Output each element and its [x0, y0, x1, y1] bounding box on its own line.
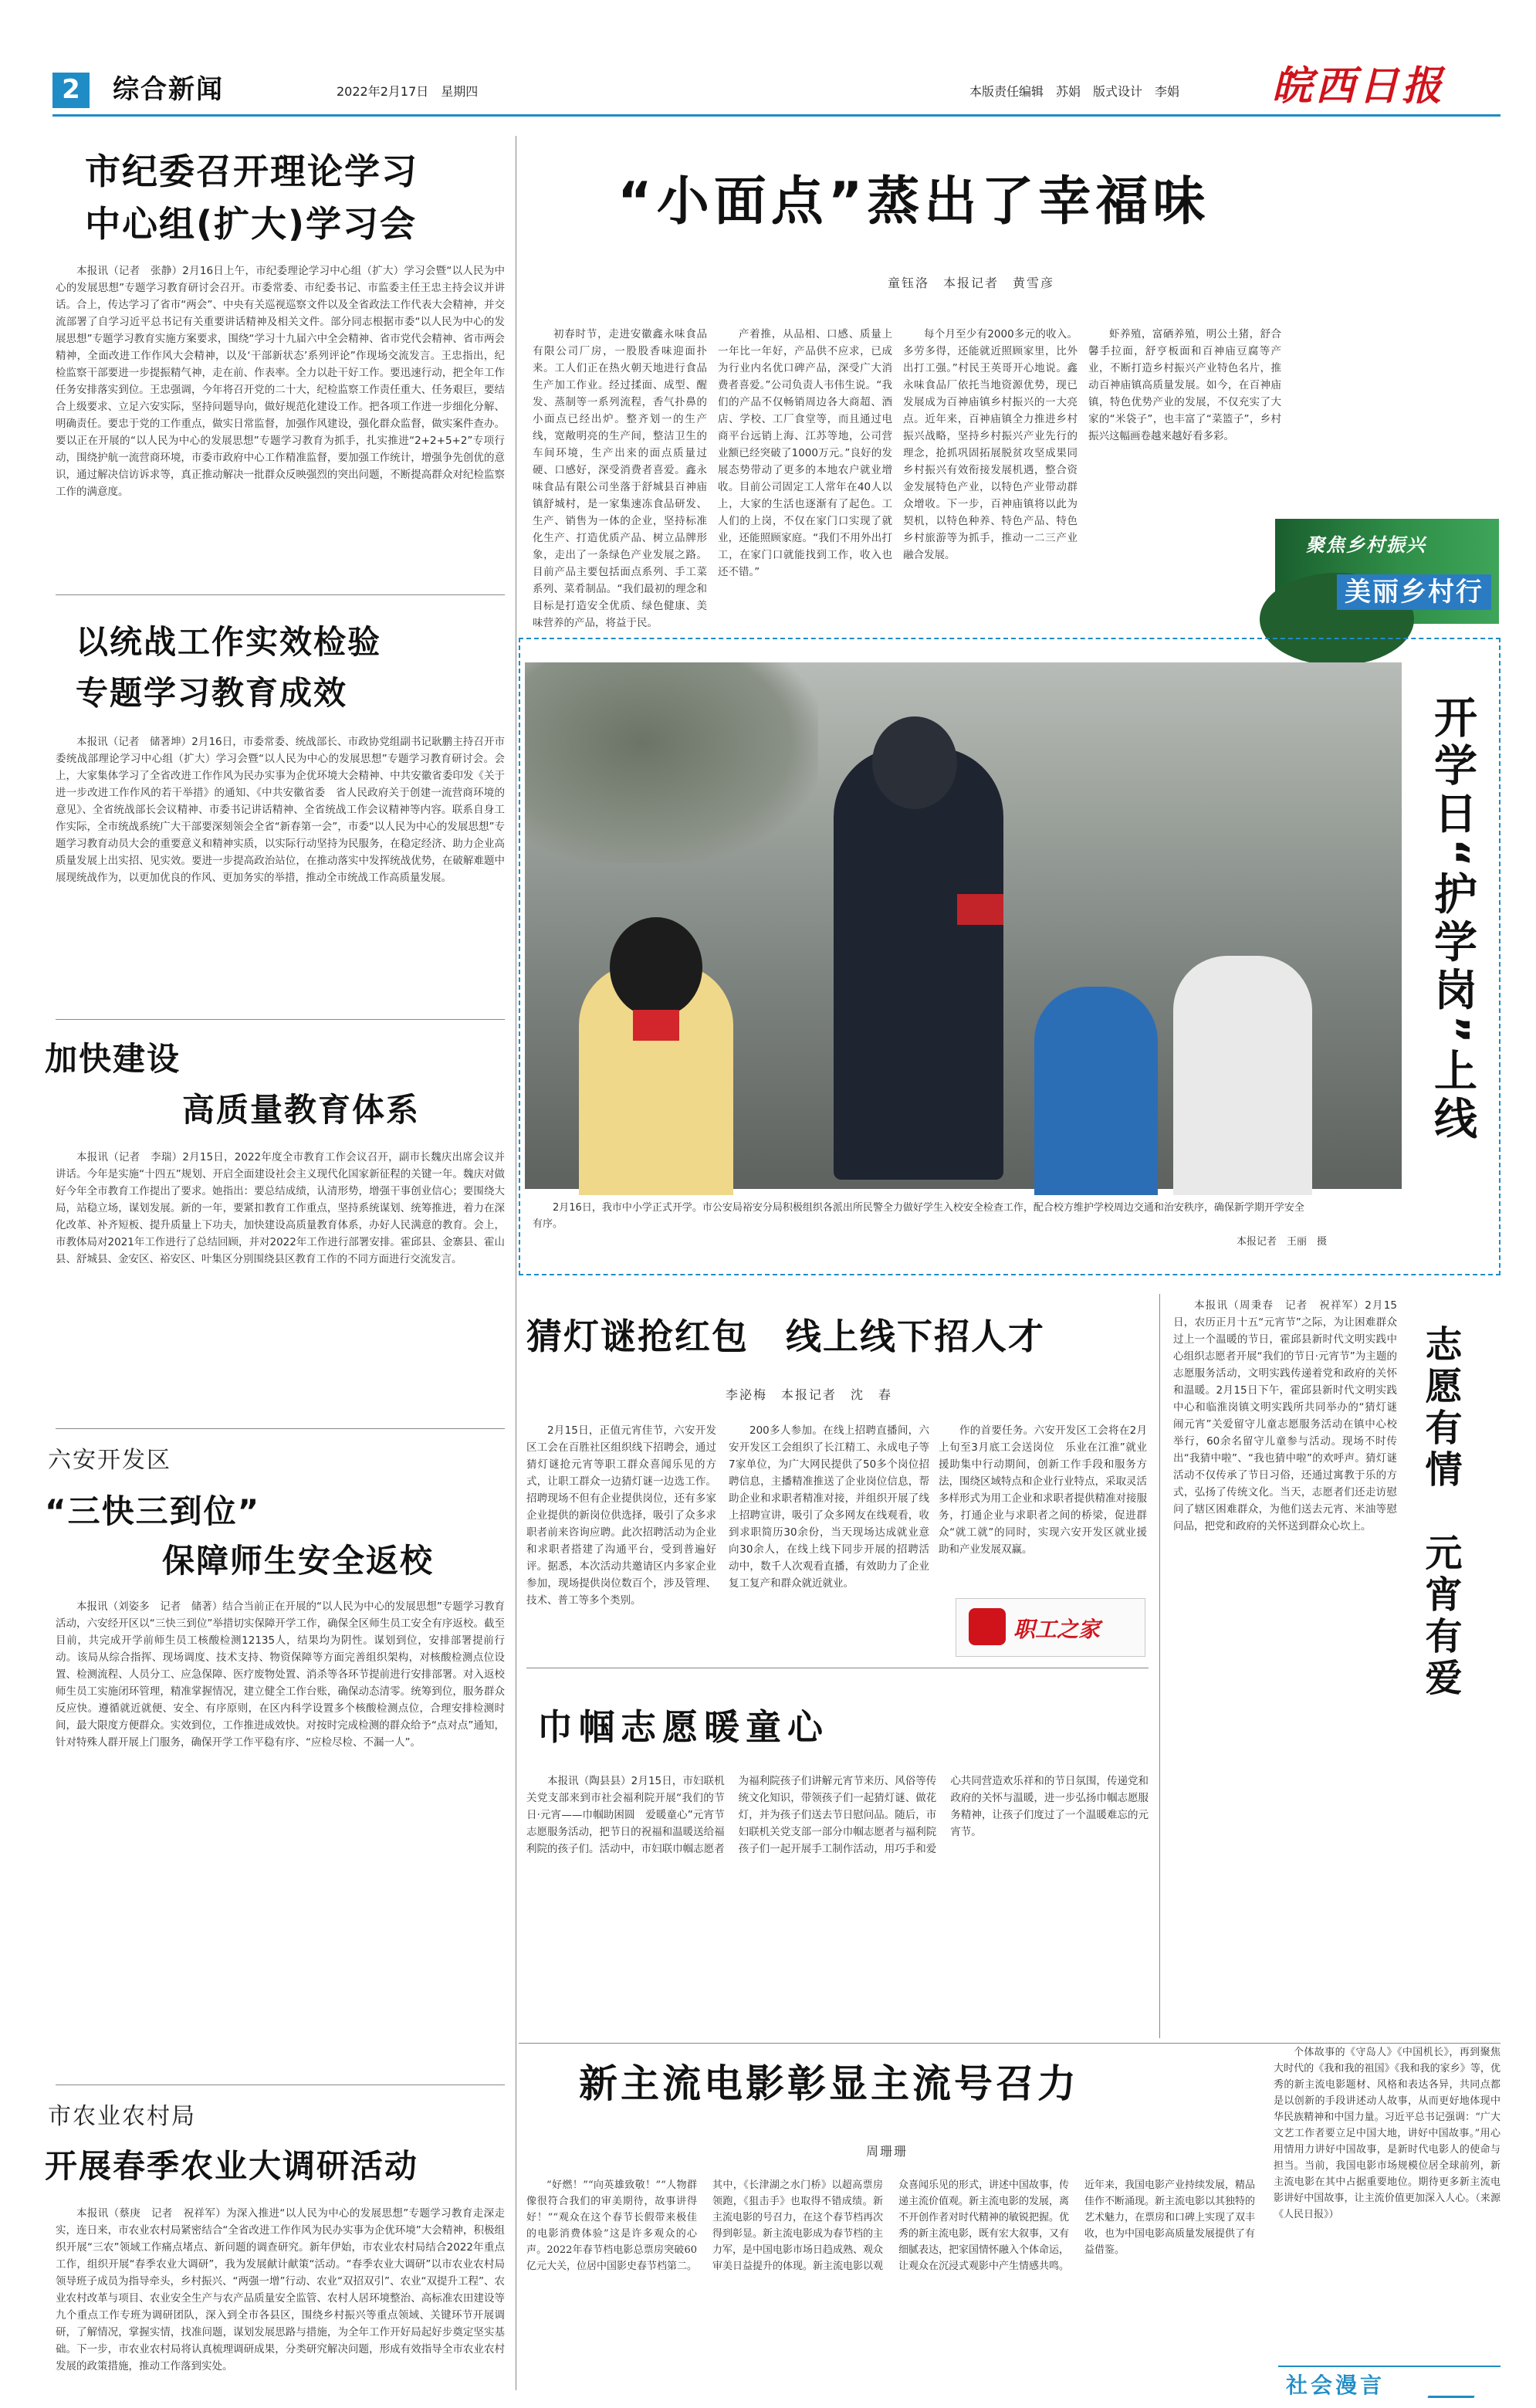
a5-title-line2: 保障师生安全返校: [162, 1542, 435, 1580]
a1-title-line1: 市纪委召开理论学习: [85, 151, 418, 192]
photo-arm-band: [957, 894, 1003, 925]
social-comment-ribbon: [1278, 2366, 1500, 2401]
ribbon-label-top: 聚焦乡村振兴: [1306, 534, 1426, 556]
school-crossing-photo: [525, 662, 1402, 1189]
a11-body: “好燃！”“向英雄致敬！”“人物群像很符合我们的审美期待，故事讲得好！”“观众在这个春节长假带来极佳的电影消费体验”这是许多观众的心声。2022年春节档电影总票房突破60亿元大关，位居中国影史春节档第二。其中，《长津湖之水门桥》以超高票房领跑，《狙击手》也取得不错成绩。新主流电影的号召力，在这个春节档再次得到彰显。新主流电影成为春节档的主力军，是中国电影市场日趋成熟、观众审美日益提升的体现。新主流电影以观众喜闻乐见的形式，讲述中国故事，传递主流价值观。新主流电影的发展，离不开创作者对时代精神的敏锐把握。优秀的新主流电影，既有宏大叙事，又有细腻表达，把家国情怀融入个体命运，让观众在沉浸式观影中产生情感共鸣。近年来，我国电影产业持续发展，精品佳作不断涌现。新主流电影以其独特的艺术魅力，在票房和口碑上实现了双丰收，也为中国电影高质量发展提供了有益借鉴。: [526, 2179, 1256, 2272]
logo-mark: [969, 1608, 1006, 1645]
a5-title-line1: “三快三到位”: [45, 1492, 261, 1530]
ribbon-label-bottom: 美丽乡村行: [1337, 574, 1491, 610]
a4-title-line1: 加快建设: [45, 1040, 181, 1078]
a6-kicker: 市农业农村局: [48, 2103, 196, 2130]
a7-title: 猜灯谜抢红包 线上线下招人才: [526, 1316, 1045, 1357]
a9-credit: 本报记者 王丽 摄: [1237, 1236, 1328, 1248]
a9-title: 开学日“护学岗”上线: [1427, 695, 1477, 1144]
photo-scarf: [633, 1010, 679, 1041]
a2-col1: 初春时节，走进安徽鑫永味食品有限公司厂房，一股股香味迎面扑来。工人们正在热火朝天地进行食品生产加工作业。经过揉面、成型、醒发、蒸制等一系列流程，香气扑鼻的小面点已经出炉。整齐划一的生产线，宽敞明亮的生产间，整洁卫生的车间环境，生产出来的面点质量过硬、口感好，深受消费者喜爱。鑫永味食品有限公司坐落于舒城县百神庙镇舒城村，是一家集速冻食品研发、生产、销售为一体的企业，坚持标准化生产、打造优质产品、树立品牌形象，走出了一条绿色产业发展之路。目前产品主要包括面点系列、手工菜系列、菜肴制品。“我们最初的理念和目标是打造安全优质、绿色健康、美味营养的产品，将益于民。: [533, 328, 707, 629]
divider: [56, 594, 505, 595]
a2-byline: 童钰洛 本报记者 黄雪彦: [888, 276, 1055, 290]
a4-title-line2: 高质量教育体系: [182, 1091, 421, 1129]
a5-kicker: 六安开发区: [48, 1447, 171, 1474]
a8-body: 本报讯（陶县县）2月15日，市妇联机关党支部来到市社会福利院开展“我们的节日·元宵——巾帼助困圆 爱暖童心”元宵节志愿服务活动，把节日的祝福和温暖送给福利院的孩子们。活动中，市妇联巾帼志愿者为福利院孩子们讲解元宵节来历、风俗等传统文化知识，带领孩子们一起猜灯谜、做花灯，并为孩子们送去节日慰问品。随后，市妇联机关党支部一部分巾帼志愿者与福利院孩子们一起开展手工制作活动，用巧手和爱心共同营造欢乐祥和的节日氛围，传递党和政府的关怀与温暖，进一步弘扬巾帼志愿服务精神，让孩子们度过了一个温暖难忘的元宵节。: [526, 1775, 1149, 1855]
editors-credit: 本版责任编辑 苏娟 版式设计 李娟: [969, 84, 1180, 99]
section-name: 综合新闻: [113, 74, 224, 105]
photo-child-3: [1173, 956, 1312, 1195]
photo-child-1-head: [610, 917, 702, 1018]
a3-title-line1: 以统战工作实效检验: [76, 623, 382, 661]
pen-icon: [1427, 2370, 1484, 2398]
a3-title-line2: 专题学习教育成效: [76, 674, 348, 712]
photo-tree-left: [525, 662, 818, 863]
a10-body: 本报讯（周秉春 记者 祝祥军）2月15日，农历正月十五“元宵节”之际，为让困难群众过上一个温暖的节日，霍邱县新时代文明实践中心组织志愿者开展“我们的节日·元宵节”为主题的志愿服务活动，文明实践传递着党和政府的关怀和温暖。2月15日下午，霍邱县新时代文明实践中心和临淮岗镇文明实践所共同举办的“猜灯谜 闹元宵”关爱留守儿童志愿服务活动在镇中心校举行，60余名留守儿童参与活动。现场不时传出“我猜中啦”、“我也猜中啦”的欢呼声。猜灯谜活动不仅传承了节日习俗，还通过寓教于乐的方式，弘扬了传统文化。当天，志愿者们还走访慰问了辖区困难群众，为他们送去元宵、米油等慰问品，把党和政府的关怀送到群众心坎上。: [1173, 1299, 1408, 1533]
divider: [56, 1428, 505, 1429]
issue-date: 2022年2月17日 星期四: [337, 84, 479, 99]
a3-body: 本报讯（记者 储著坤）2月16日，市委常委、统战部长、市政协党组副书记耿鹏主持召开市委统战部理论学习中心组（扩大）学习会暨“以人民为中心的发展思想”专题学习教育研讨会。会上，大家集体学习了全省改进工作作风为民办实事为企优环境大会精神、中共安徽省委印发《关于进一步改进工作作风的若干举措》的通知、《中共安徽省委 省人民政府关于创建一流营商环境的意见》、全省统战部长会议精神、市委书记讲话精神、全省统战工作会议精神等内容。联系自身工作实际，全市统战系统广大干部要深刻领会全省“新春第一会”，市委“以人民为中心的发展思想”专题学习教育动员大会的重要意义和精神实质，以实际行动坚持为民服务，在稳定经济、助力企业高质量发展上出实招、见实效。要进一步提高政治站位，在推动落实中发挥统战优势，在破解难题中展现统战作为，以更加优良的作风、更加务实的举措，推动全市统战工作高质量发展。: [56, 736, 505, 884]
a10-title: 志愿有情 元宵有爱: [1419, 1325, 1462, 1700]
column-rule: [1159, 1294, 1160, 2038]
a7-col3: 作的首要任务。六安开发区工会将在2月上旬至3月底工会送岗位 乐业在江淮”就业援助集中行动期间，创新工作手段和服务方法，围绕区域特点和企业行业特点，采取灵活多样形式为用工企业和求职者提供精准对接服务，打通企业与求职者之间的桥梁，促进群众“就工就”的同时，实现六安开发区就业援助和产业发展双赢。: [939, 1424, 1147, 1556]
a2-title: “小面点”蒸出了幸福味: [617, 171, 1210, 232]
a11-title: 新主流电影彰显主流号召力: [579, 2061, 1079, 2106]
logo-text: 职工之家: [1013, 1617, 1101, 1642]
ribbon-label: 社会漫言: [1286, 2372, 1385, 2398]
header-rule: [52, 114, 1500, 117]
a5-body: 本报讯（刘姿多 记者 储著）结合当前正在开展的“以人民为中心的发展思想”专题学习教育活动，六安经开区以“三快三到位”举措切实保障开学工作，确保全区师生员工安全有序返校。截至目前，共完成开学前师生员工核酸检测12135人，结果均为阴性。谋划到位，安排部署提前行动。该局从综合指挥、现场调度、技术支持、物资保障等方面完善组织架构，对核酸检测点位设置、检测流程、人员分工、应急保障、医疗废物处置、消杀等各环节提前进行安排部署。对入返校师生员工实施闭环管理，精准掌握情况，建立健全工作台账，确保动态清零。统筹到位，服务群众反应快。遵循就近就便、安全、有序原则，在区内科学设置多个核酸检测点位，合理安排检测时间，最大限度方便群众。实效到位，工作推进成效快。对按时完成检测的群众给予“点对点”通知，针对特殊人群开展上门服务，确保开学工作平稳有序、“应检尽检、不漏一人”。: [56, 1600, 505, 1749]
workers-home-logo: [956, 1598, 1145, 1657]
page-number: 2: [62, 74, 80, 105]
a11-col5: 个体故事的《守岛人》《中国机长》，再到聚焦大时代的《我和我的祖国》《我和我的家乡》等，优秀的新主流电影题材、风格和表达各异，共同点都是以创新的手段讲述动人故事，从而更好地体现中华民族精神和中国力量。习近平总书记强调：“广大文艺工作者要立足中国大地，讲好中国故事。”用心用情用力讲好中国故事，是新时代电影人的使命与担当。当前，我国电影市场规模位居全球前列，新主流电影在其中占据重要地位。期待更多新主流电影讲好中国故事，让主流价值更加深入人心。（来源《人民日报》）: [1274, 2047, 1500, 2220]
divider: [519, 2043, 1500, 2044]
a6-title: 开展春季农业大调研活动: [45, 2147, 419, 2185]
a4-body: 本报讯（记者 李瑞）2月15日，2022年度全市教育工作会议召开，副市长魏庆出席会议并讲话。今年是实施“十四五”规划、开启全面建设社会主义现代化国家新征程的关键一年。魏庆对做好今年全市教育工作提出了要求。她指出：要总结成绩，认清形势，增强干事创业信心；要围绕大局，站稳立场，谋划发展。新的一年，要紧扣教育工作重点，坚持系统谋划、统筹推进，着力在深化改革、补齐短板、提升质量上下功夫，加快建设高质量教育体系，办好人民满意的教育。会上，市教体局对2021年工作进行了总结回顾，并对2022年工作进行部署安排。霍邱县、金寨县、霍山县、舒城县、金安区、裕安区、叶集区分别围绕县区教育工作的不同方面进行交流发言。: [56, 1151, 505, 1265]
a9-caption: 2月16日，我市中小学正式开学。市公安局裕安分局积极组织各派出所民警全力做好学生入校安全检查工作，配合校方维护学校周边交通和治安秩序，确保新学期开学安全有序。: [533, 1202, 1304, 1230]
photo-policewoman: [834, 747, 1003, 1180]
rural-ribbon: [1275, 519, 1499, 624]
a2-col3: 每个月至少有2000多元的收入。多劳多得，还能就近照顾家里，比外出打工强。”村民王英哥开心地说。鑫永味食品厂依托当地资源优势，现已发展成为百神庙镇乡村振兴的一大亮点。近年来，百神庙镇全力推进乡村振兴战略，坚持乡村振兴产业先行的理念，抢抓巩固拓展脱贫攻坚成果同乡村振兴有效衔接发展机遇，整合资金发展特色产业，以特色产业带动群众增收。下一步，百神庙镇将以此为契机，以特色种养、特色产品、特色乡村旅游等为抓手，推动一二三产业融合发展。: [903, 328, 1078, 561]
a2-col2: 产着推，从品相、口感、质量上一年比一年好，产品供不应求，已成为行业内名优口碑产品，深受广大消费者喜爱。”公司负责人韦伟生说。“我们的产品不仅畅销周边各大商超、酒店、学校、工厂食堂等，而且通过电商平台远销上海、江苏等地，公司营业额已经突破了1000万元。”良好的发展态势带动了更多的本地农户就业增收。目前公司固定工人常年在40人以上，大家的生活也逐渐有了起色。工人们的上岗，不仅在家门口实现了就业，还能照顾家庭。“我们不用外出打工，在家门口就能找到工作，收入也还不错。”: [718, 328, 892, 578]
a7-byline: 李泌梅 本报记者 沈 春: [726, 1387, 893, 1402]
a8-title: 巾帼志愿暖童心: [537, 1706, 829, 1748]
photo-police-head: [872, 716, 957, 809]
a11-byline: 周珊珊: [866, 2144, 908, 2159]
photo-child-2: [1034, 987, 1158, 1195]
a7-col2: 200多人参加。在线上招聘直播间，六安开发区工会组织了长江精工、永成电子等7家单位，为广大网民提供了50多个岗位招聘信息，主播精准推送了企业岗位信息，帮助企业和求职者精准对接，并组织开展了线上招聘宣讲，吸引了众多网友在线观看，收到求职简历30余份，当天现场达成就业意向30余人，在线上线下同步开展的招聘活动中，数千人次观看直播，有效助力了企业复工复产和群众就近就业。: [729, 1424, 929, 1590]
divider: [56, 1019, 505, 1020]
page-header: [52, 63, 1500, 110]
a1-body: 本报讯（记者 张静）2月16日上午，市纪委理论学习中心组（扩大）学习会暨“以人民为中心的发展思想”专题学习教育研讨会召开。市委常委、市纪委书记、市监委主任王忠主持会议并讲话。合上，传达学习了省市“两会”、中央有关巡视巡察文件以及全省政法工作代表大会精神，并交流部署了自学习近平总书记有关重要讲话精神及相关文件。部分同志根据市委“以人民为中心的发展思想”专题学习教育实施方案要求，围绕“学习十九届六中全会精神、省市党代会精神、省市两会精神，全面改进工作作风大会精神，以及‘干部新状态’系列评论”作现场交流发言。王忠指出，纪检监察干部要进一步提振精气神，走在前、作表率。全力以赴干好工作。要迅速行动，把全年工作任务安排落实到位。王忠强调，今年将召开党的二十大，纪检监察工作责任重大、任务艰巨，要结合上级要求、立足六安实际，坚持问题导向，做好规范化建设工作。把各项工作进一步细化分解、明确责任。要忠于党的工作重点，做实日常监督，加强作风建设，强化群众监督，做实案件查办。要以正在开展的“以人民为中心的发展思想”专题学习教育为抓手，扎实推进“2+2+5+2”专项行动，围绕护航一流营商环境，市委市政府中心工作精准监督，要加强工作统计，增强争先创优的意识，通过解决信访诉求等，真正推动解决一批群众反映强烈的突出问题，不断提高群众对纪检监察工作的满意度。: [56, 265, 505, 498]
a7-col1: 2月15日，正值元宵佳节，六安开发区工会在百胜社区组织线下招聘会，通过猜灯谜抢元宵等职工群众喜闻乐见的方式，让职工群众一边猜灯谜一边选工作。招聘现场不但有企业提供岗位，还有多家企业提供的新岗位供选择，吸引了众多求职者前来咨询应聘。此次招聘活动为企业和求职者搭建了沟通平台，受到普遍好评。据悉，本次活动共邀请区内多家企业参加，现场提供岗位数百个，涉及管理、技术、普工等多个类别。: [526, 1424, 716, 1607]
a1-title-line2: 中心组(扩大)学习会: [85, 203, 418, 245]
a2-col4: 虾养殖，富硒养殖，明公土猪，舒合馨手拉面，舒亨板面和百神庙豆腐等产业，不断打造乡村振兴产业特色名片，推动百神庙镇高质量发展。如今，在百神庙镇，特色优势产业的发展，不仅充实了大家的“米袋子”，也丰富了“菜篮子”，乡村振兴这幅画卷越来越好看多彩。: [1088, 328, 1281, 442]
a6-body: 本报讯（蔡庚 记者 祝祥军）为深入推进“以人民为中心的发展思想”专题学习教育走深走实，连日来，市农业农村局紧密结合“全省改进工作作风为民办实事为企优环境”大会精神，积极组织开展“三农”领域工作痛点堵点、新问题的调查研究。新年伊始，市农业农村局结合2022年重点工作，组织开展“春季农业大调研”，我为发展献计献策“活动。“春季农业大调研”以市农业农村局领导班子成员为指导牵头，乡村振兴、“两强一增”行动、农业“双招双引”、农业“双提升工程”、农业农村改革与项目、农业安全生产与农产品质量安全监管、农村人居环境整治、高标准农田建设等九个重点工作专班为调研团队，深入到全市各县区，围绕乡村振兴等重点领域、关键环节开展调研，了解情况，掌握实情，找准问题，谋划发展思路与措施，为全年工作开好局起好步奠定坚实基础。下一步，市农业农村局将认真梳理调研成果，分类研究解决问题，形成有效指导全市农业农村发展的政策措施，推动工作落到实处。: [56, 2207, 505, 2372]
masthead-logo: 皖西日报: [1272, 63, 1446, 110]
